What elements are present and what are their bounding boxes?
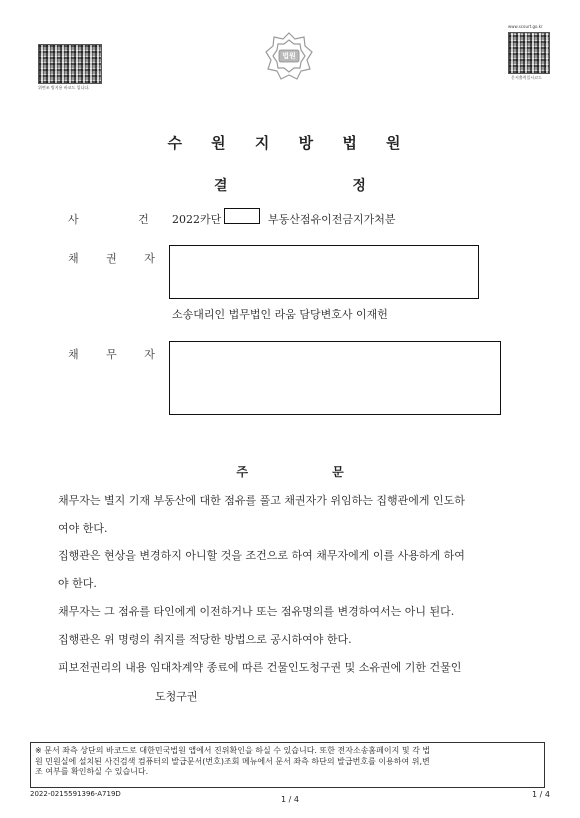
footer-notice	[30, 742, 545, 788]
case-number-prefix: 2022카단	[172, 213, 222, 226]
debtor-redaction	[169, 341, 501, 415]
court-seal-icon	[263, 30, 315, 82]
debtor-label: 채 무 자	[68, 348, 167, 361]
creditor-label: 채 권 자	[68, 252, 167, 265]
creditor-redaction	[169, 245, 479, 299]
qr-right-caption: 문서출력일시코드	[511, 75, 542, 80]
order-line: 여야 한다.	[58, 522, 108, 535]
page-number-right: 1 / 4	[532, 790, 550, 799]
qr-code-icon	[38, 44, 102, 84]
issue-number: 2022-0215591396-A719D	[30, 790, 121, 798]
order-line: 피보전권리의 내용 임대차계약 종료에 따른 건물인도청구권 및 소유권에 기한 건물인	[58, 661, 462, 674]
order-line: 집행관은 위 명령의 취지를 적당한 방법으로 공시하여야 한다.	[58, 633, 352, 646]
order-line: 도청구권	[155, 690, 198, 703]
case-name: 부동산점유이전금지가처분	[268, 213, 396, 226]
qr-code-icon	[508, 32, 550, 74]
page-number-center: 1 / 4	[281, 795, 299, 804]
footer-notice-line: ※ 문서 좌측 상단의 바코드로 대한민국법원 앱에서 진위확인을 하실 수 있습니다. 또한 전자소송홈페이지 및 각 법	[35, 746, 431, 755]
footer-notice-line: 원 민원실에 설치된 사건검색 컴퓨터의 발급문서(번호)조회 메뉴에서 문서 좌측 하단의 발급번호를 이용하여 위,변	[35, 756, 430, 766]
order-line: 채무자는 그 점유를 타인에게 이전하거나 또는 점유명의를 변경하여서는 아니 된다.	[58, 605, 455, 618]
qr-left-caption: 위변조 방지용 바코드 입니다.	[38, 85, 90, 90]
creditor-agent: 소송대리인 법무법인 라움 담당변호사 이재헌	[172, 308, 388, 321]
footer-notice-line: 조 여부를 확인하실 수 있습니다.	[35, 767, 149, 776]
court-name: 수 원 지 방 법 원	[167, 134, 413, 152]
order-line: 집행관은 현상을 변경하지 아니할 것을 조건으로 하여 채무자에게 이를 사용하게 하여	[58, 549, 465, 562]
order-line: 채무자는 별지 기재 부동산에 대한 점유를 풀고 채권자가 위임하는 집행관에게 인도하	[58, 494, 465, 507]
case-label: 사 건	[68, 213, 177, 226]
qr-right-top-text: www.scourt.go.kr	[508, 24, 543, 29]
order-line: 야 한다.	[58, 577, 97, 590]
case-number-redaction	[224, 208, 260, 224]
document-title: 결 정	[214, 178, 426, 194]
order-title: 주 문	[236, 465, 384, 479]
seal-text: 법원	[282, 52, 296, 60]
